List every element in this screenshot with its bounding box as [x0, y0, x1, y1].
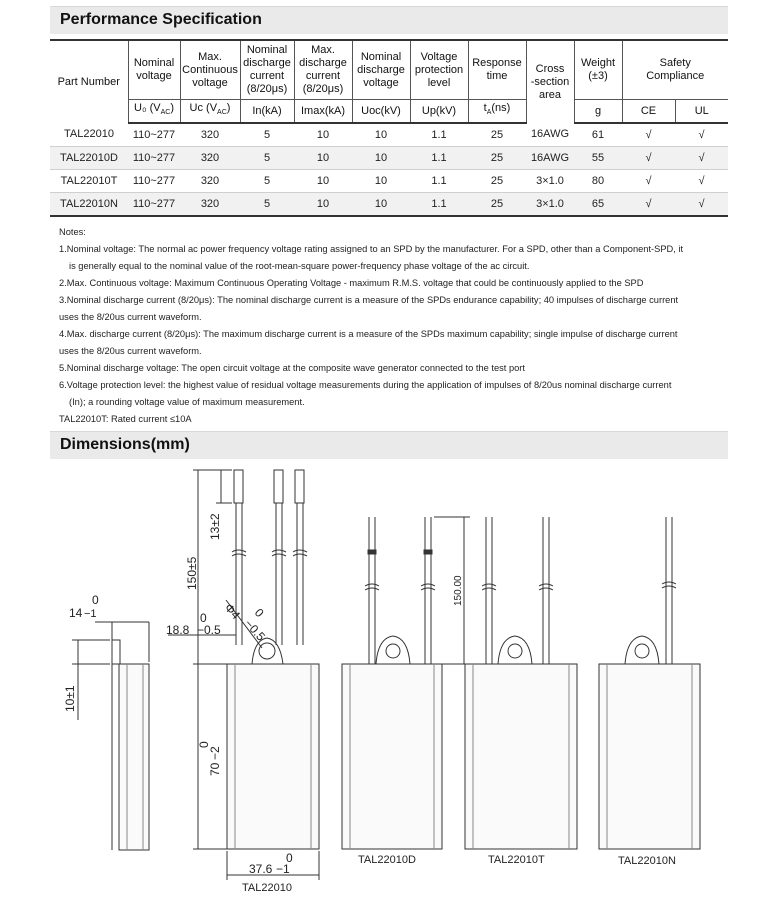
model-label-tal22010t: TAL22010T: [488, 854, 545, 866]
table-cell: √: [622, 193, 675, 217]
table-cell: 320: [180, 193, 240, 217]
table-cell: 5: [240, 193, 294, 217]
unit-ce: CE: [622, 100, 675, 124]
table-cell: 10: [294, 170, 352, 193]
table-cell: 320: [180, 123, 240, 147]
main-view: [168, 470, 319, 880]
dim-side-height: 10±1: [63, 685, 77, 712]
table-cell: 10: [294, 147, 352, 170]
note-5: 5.Nominal discharge voltage: The open circuit voltage at the composite wave generator connected to the test port: [59, 363, 525, 373]
table-cell: √: [622, 170, 675, 193]
dim-lead-offset-tol: 0: [200, 611, 207, 625]
table-cell: 10: [352, 170, 410, 193]
table-cell: √: [675, 193, 728, 217]
table-cell: √: [675, 123, 728, 147]
header-max-discharge-current: Max. discharge current (8/20μs): [294, 40, 352, 100]
unit-uc: Uc $(V_{AC})$: [180, 100, 240, 124]
table-cell: 110~277: [128, 193, 180, 217]
dim-body-height-tol2: −2: [208, 746, 222, 760]
unit-imax: Imax(kA): [294, 100, 352, 124]
dim-lead-length: 150±5: [185, 556, 199, 590]
table-cell: TAL22010N: [50, 193, 128, 217]
unit-g: g: [574, 100, 622, 124]
note-4: 4.Max. discharge current (8/20μs): The maximum discharge current is a measure of the SPDs maximum capability; single impulse of discharge current: [59, 329, 678, 339]
header-weight: Weight (±3): [574, 40, 622, 100]
dim-body-width: 37.6: [249, 862, 273, 876]
model-label-tal22010: TAL22010: [242, 882, 292, 894]
table-cell: 1.1: [410, 193, 468, 217]
dim-hole-tol2: −0.5: [241, 616, 269, 644]
table-cell: 10: [352, 147, 410, 170]
note-3: 3.Nominal discharge current (8/20μs): The nominal discharge current is a measure of the SPDs endurance capability; 40 impulses of discharge current: [59, 295, 679, 305]
performance-title: Performance Specification: [60, 11, 262, 28]
dim-lead-150: 150.00: [453, 575, 464, 606]
table-cell: 1.1: [410, 147, 468, 170]
table-cell: 3×1.0: [526, 193, 574, 217]
unit-ta: $t_A(ns)$: [468, 100, 526, 124]
model-label-tal22010d: TAL22010D: [358, 854, 416, 866]
model-label-tal22010n: TAL22010N: [618, 855, 676, 867]
note-1: 1.Nominal voltage: The normal ac power frequency voltage rating assigned to an SPD by the manufacturer. For a SPD, other than a Component-SPD, it: [59, 244, 684, 254]
table-cell: TAL22010T: [50, 170, 128, 193]
table-cell: 5: [240, 147, 294, 170]
table-cell: TAL22010: [50, 123, 128, 147]
table-cell: 16AWG: [526, 123, 574, 147]
unit-in: In(kA): [240, 100, 294, 124]
dim-body-height: 70: [208, 762, 222, 776]
table-cell: 65: [574, 193, 622, 217]
dim-side-width: 14: [69, 606, 83, 620]
unit-u0: U₀ $(V_{AC})$: [128, 100, 180, 124]
view-tal22010n: [599, 517, 700, 849]
note-2: 2.Max. Continuous voltage: Maximum Continuous Operating Voltage - maximum R.M.S. voltage that could be continuously applied to the SPD: [59, 278, 644, 288]
table-cell: 10: [294, 193, 352, 217]
dim-strip-length: 13±2: [208, 513, 222, 540]
side-view: [72, 622, 149, 850]
header-safety-compliance: Safety Compliance: [622, 40, 728, 100]
header-nominal-discharge-current: Nominal discharge current (8/20μs): [240, 40, 294, 100]
note-7: TAL22010T: Rated current ≤10A: [59, 414, 192, 424]
dim-side-width-tol: 0: [92, 593, 99, 607]
dim-hole: Φ4: [221, 600, 244, 623]
dim-body-width-tol2: −1: [276, 862, 290, 876]
table-cell: √: [622, 147, 675, 170]
table-cell: 1.1: [410, 123, 468, 147]
table-cell: 61: [574, 123, 622, 147]
table-cell: 55: [574, 147, 622, 170]
dim-lead-offset-tol2: −0.5: [197, 623, 221, 637]
unit-ul: UL: [675, 100, 728, 124]
note-3-cont: uses the 8/20us current waveform.: [59, 312, 202, 322]
table-cell: 25: [468, 147, 526, 170]
header-cross-section: Cross -section area: [526, 40, 574, 123]
table-cell: 110~277: [128, 147, 180, 170]
dim-side-width-tol2: −1: [84, 608, 97, 620]
table-cell: 25: [468, 123, 526, 147]
view-tal22010d: [342, 517, 470, 849]
table-cell: √: [675, 170, 728, 193]
dim-body-width-tol: 0: [286, 851, 293, 865]
header-nominal-discharge-voltage: Nominal discharge voltage: [352, 40, 410, 100]
dimensions-title: Dimensions(mm): [60, 436, 190, 453]
header-response-time: Response time: [468, 40, 526, 100]
table-cell: 320: [180, 147, 240, 170]
table-cell: 80: [574, 170, 622, 193]
table-cell: 5: [240, 170, 294, 193]
table-cell: 320: [180, 170, 240, 193]
table-cell: 10: [352, 193, 410, 217]
table-cell: 16AWG: [526, 147, 574, 170]
table-cell: TAL22010D: [50, 147, 128, 170]
dim-hole-tol: 0: [251, 605, 267, 620]
table-cell: 5: [240, 123, 294, 147]
note-6: 6.Voltage protection level: the highest value of residual voltage measurements during the application of impulses of 8/20us nominal discharge current: [59, 380, 672, 390]
table-cell: 10: [294, 123, 352, 147]
header-max-continuous-voltage: Max. Continuous voltage: [180, 40, 240, 100]
table-cell: 3×1.0: [526, 170, 574, 193]
table-cell: √: [622, 123, 675, 147]
note-6-cont: (In); a rounding voltage value of maximum measurement.: [69, 397, 305, 407]
table-cell: 25: [468, 193, 526, 217]
table-cell: √: [675, 147, 728, 170]
table-cell: 25: [468, 170, 526, 193]
notes-heading: Notes:: [59, 227, 86, 237]
unit-uoc: Uoc(kV): [352, 100, 410, 124]
view-tal22010t: [465, 517, 577, 849]
header-part-number: Part Number: [50, 40, 128, 123]
dim-body-height-tol: 0: [197, 741, 211, 748]
table-cell: 10: [352, 123, 410, 147]
header-nominal-voltage: Nominal voltage: [128, 40, 180, 100]
note-4-cont: uses the 8/20us current waveform.: [59, 346, 202, 356]
table-cell: 110~277: [128, 170, 180, 193]
unit-up: Up(kV): [410, 100, 468, 124]
table-cell: 1.1: [410, 170, 468, 193]
note-1-cont: is generally equal to the nominal value of the root-mean-square power-frequency phase voltage of the ac circuit.: [69, 261, 530, 271]
header-voltage-protection-level: Voltage protection level: [410, 40, 468, 100]
dim-lead-offset: 18.8: [166, 623, 190, 637]
table-cell: 110~277: [128, 123, 180, 147]
